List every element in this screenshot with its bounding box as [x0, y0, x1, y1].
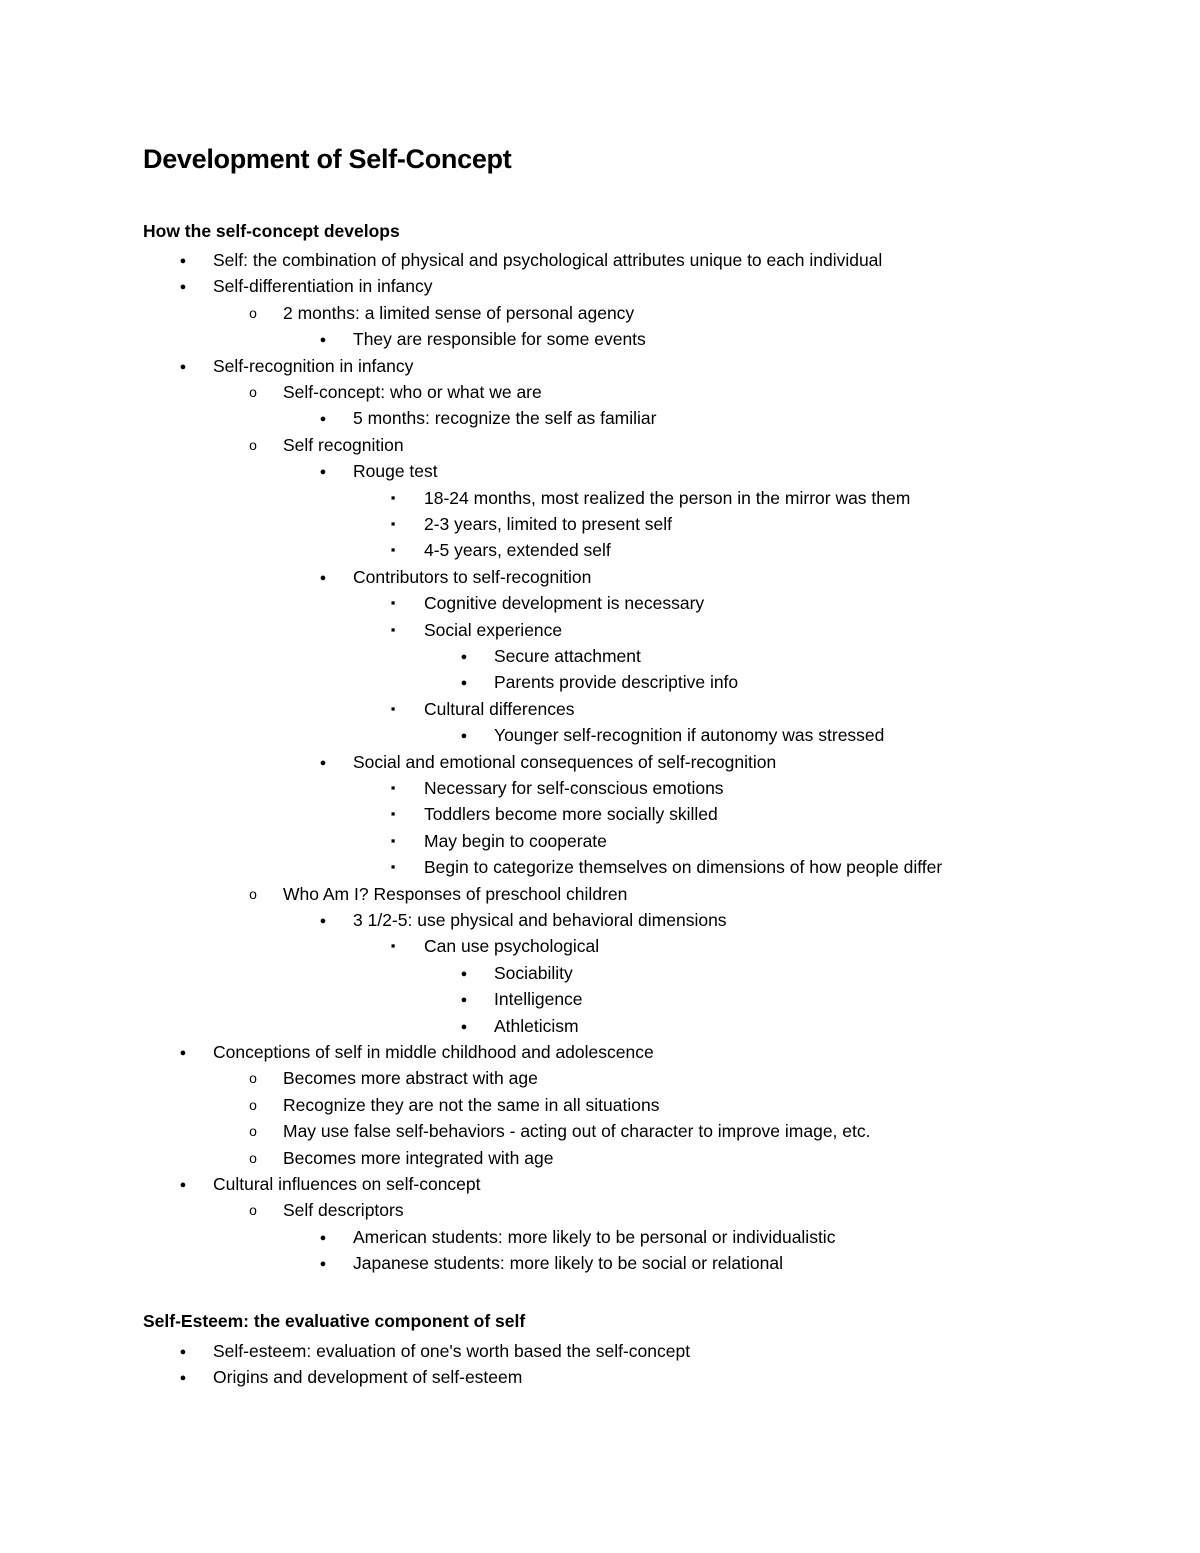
circle-bullet-icon: [243, 1145, 263, 1172]
list-item-text: Self: the combination of physical and psychological attributes unique to each individual: [213, 250, 883, 270]
list-item: [143, 405, 1143, 431]
list-item: [143, 854, 1143, 880]
circle-bullet-icon: [243, 379, 263, 406]
list-item-text: Rouge test: [353, 461, 438, 482]
disc-bullet-icon: [454, 986, 474, 1013]
list-item-text: Becomes more integrated with age: [283, 1147, 554, 1168]
list-item-text: May use false self-behaviors - acting out of character to improve image, etc.: [283, 1121, 871, 1142]
list-item: [143, 1224, 1143, 1250]
list-item-text: Cultural influences on self-concept: [213, 1174, 481, 1194]
list-item-text: Cultural differences: [424, 698, 575, 719]
list-item: [143, 1145, 1143, 1171]
disc-bullet-icon: [173, 273, 193, 300]
disc-bullet-icon: [173, 1364, 193, 1391]
list-item-text: 4-5 years, extended self: [424, 540, 611, 561]
square-bullet-icon: [383, 590, 403, 616]
list-item: [143, 1065, 1143, 1091]
list-item-text: 2-3 years, limited to present self: [424, 514, 673, 534]
list-item-text: Begin to categorize themselves on dimensions of how people differ: [424, 857, 943, 878]
list-item: [143, 1338, 1143, 1364]
list-item: [143, 1118, 1143, 1144]
square-bullet-icon: [383, 511, 403, 537]
list-item-text: Can use psychological: [424, 936, 600, 957]
disc-bullet-icon: [313, 326, 333, 353]
list-item-text: Self recognition: [283, 434, 404, 455]
list-item: [143, 511, 1143, 537]
list-item: [143, 1171, 1143, 1197]
list-item-text: Athleticism: [494, 1015, 579, 1036]
list-item: [143, 247, 1143, 273]
disc-bullet-icon: [313, 405, 333, 432]
disc-bullet-icon: [454, 1013, 474, 1040]
list-item-text: 2 months: a limited sense of personal agency: [283, 302, 635, 323]
disc-bullet-icon: [454, 960, 474, 987]
square-bullet-icon: [383, 537, 403, 563]
disc-bullet-icon: [313, 564, 333, 591]
list-item-text: Necessary for self-conscious emotions: [424, 778, 724, 798]
list-item: [143, 1092, 1143, 1118]
list-item: [143, 273, 1143, 299]
disc-bullet-icon: [454, 722, 474, 749]
list-item-text: Toddlers become more socially skilled: [424, 804, 718, 825]
list-item: [143, 485, 1143, 511]
list-item: [143, 881, 1143, 907]
list-item: [143, 696, 1143, 722]
list-item: [143, 907, 1143, 933]
list-item-text: Japanese students: more likely to be social or relational: [353, 1253, 783, 1274]
disc-bullet-icon: [173, 1171, 193, 1198]
disc-bullet-icon: [173, 1338, 193, 1365]
document-title: Development of Self-Concept: [143, 144, 512, 174]
circle-bullet-icon: [243, 1118, 263, 1145]
list-item-text: Intelligence: [494, 989, 583, 1010]
list-item: [143, 749, 1143, 775]
disc-bullet-icon: [313, 1250, 333, 1277]
circle-bullet-icon: [243, 1065, 263, 1092]
list-item: [143, 933, 1143, 959]
disc-bullet-icon: [454, 643, 474, 670]
square-bullet-icon: [383, 696, 403, 722]
list-item: [143, 353, 1143, 379]
list-item: [143, 537, 1143, 563]
list-item: [143, 960, 1143, 986]
list-item-text: Self-esteem: evaluation of one's worth based the self-concept: [213, 1341, 691, 1361]
disc-bullet-icon: [313, 749, 333, 776]
list-item-text: Conceptions of self in middle childhood and adolescence: [213, 1042, 654, 1062]
list-item-text: Who Am I? Responses of preschool children: [283, 883, 628, 904]
list-item-text: 3 1/2-5: use physical and behavioral dimensions: [353, 910, 727, 930]
circle-bullet-icon: [243, 432, 263, 459]
list-item: [143, 590, 1143, 616]
disc-bullet-icon: [313, 1224, 333, 1251]
square-bullet-icon: [383, 485, 403, 511]
list-item-text: Sociability: [494, 962, 573, 983]
square-bullet-icon: [383, 854, 403, 880]
list-item-text: Social experience: [424, 619, 563, 640]
circle-bullet-icon: [243, 300, 263, 327]
list-item: [143, 300, 1143, 326]
list-item: [143, 432, 1143, 458]
disc-bullet-icon: [313, 907, 333, 934]
section-heading: How the self-concept develops: [143, 221, 400, 241]
list-item-text: Self-recognition in infancy: [213, 355, 414, 376]
square-bullet-icon: [383, 617, 403, 643]
list-item: [143, 801, 1143, 827]
disc-bullet-icon: [173, 1039, 193, 1066]
circle-bullet-icon: [243, 1197, 263, 1224]
list-item: [143, 564, 1143, 590]
list-item-text: Origins and development of self-esteem: [213, 1367, 523, 1388]
list-item-text: Becomes more abstract with age: [283, 1068, 538, 1089]
list-item-text: Recognize they are not the same in all situations: [283, 1094, 660, 1115]
list-item-text: Self-differentiation in infancy: [213, 276, 433, 297]
list-item: [143, 722, 1143, 748]
disc-bullet-icon: [313, 458, 333, 485]
circle-bullet-icon: [243, 1092, 263, 1119]
square-bullet-icon: [383, 801, 403, 827]
list-item: [143, 1364, 1143, 1390]
list-item: [143, 1013, 1143, 1039]
list-item-text: May begin to cooperate: [424, 830, 607, 851]
disc-bullet-icon: [173, 353, 193, 380]
list-item-text: American students: more likely to be personal or individualistic: [353, 1226, 836, 1247]
list-item: [143, 775, 1143, 801]
list-item-text: Secure attachment: [494, 646, 641, 666]
list-item: [143, 379, 1143, 405]
list-item-text: Cognitive development is necessary: [424, 593, 705, 614]
list-item: [143, 986, 1143, 1012]
list-item: [143, 643, 1143, 669]
list-item-text: Contributors to self-recognition: [353, 566, 592, 587]
list-item: [143, 828, 1143, 854]
disc-bullet-icon: [454, 669, 474, 696]
list-item-text: 5 months: recognize the self as familiar: [353, 408, 657, 429]
square-bullet-icon: [383, 775, 403, 801]
disc-bullet-icon: [173, 247, 193, 274]
list-item-text: Younger self-recognition if autonomy was stressed: [494, 725, 885, 746]
list-item-text: Self-concept: who or what we are: [283, 382, 542, 402]
list-item: [143, 669, 1143, 695]
list-item: [143, 326, 1143, 352]
list-item-text: Self descriptors: [283, 1200, 404, 1221]
circle-bullet-icon: [243, 881, 263, 908]
list-item: [143, 458, 1143, 484]
list-item: [143, 1250, 1143, 1276]
section-heading: Self-Esteem: the evaluative component of self: [143, 1311, 526, 1331]
list-item-text: Parents provide descriptive info: [494, 672, 739, 693]
list-item: [143, 1039, 1143, 1065]
list-item: [143, 617, 1143, 643]
square-bullet-icon: [383, 933, 403, 959]
list-item: [143, 1197, 1143, 1223]
list-item-text: Social and emotional consequences of self-recognition: [353, 751, 777, 772]
list-item-text: They are responsible for some events: [353, 329, 646, 350]
square-bullet-icon: [383, 828, 403, 854]
list-item-text: 18-24 months, most realized the person in the mirror was them: [424, 487, 911, 508]
